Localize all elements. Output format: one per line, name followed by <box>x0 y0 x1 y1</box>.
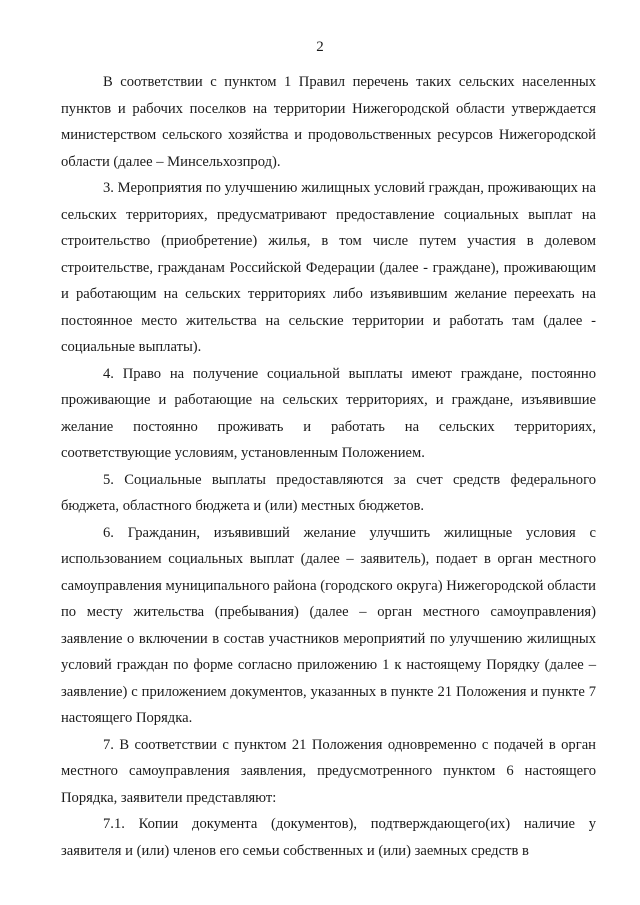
paragraph-ministry-list: В соответствии с пунктом 1 Правил перечень таких сельских населенных пунктов и рабочих поселков на территории Нижегородской области утверждается министерством сельского хозяйства и продовольственных ресурсов Нижегородской области (далее – Минсельхозпрод). <box>61 74 596 170</box>
paragraph-5-funding-sources: 5. Социальные выплаты предоставляются за счет средств федерального бюджета, областного бюджета и (или) местных бюджетов. <box>61 471 596 514</box>
paragraph-6-application: 6. Гражданин, изъявивший желание улучшить жилищные условия с использованием социальных выплат (далее – заявитель), подает в орган местного самоуправления муниципального района (городского округа) Нижегородской области по месту жительства (пребывания) (далее – орган местного самоуправления) заявление о включении в состав участников мероприятий по улучшению жилищных условий граждан по форме согласно приложению 1 к настоящему Порядку (далее – заявление) с приложением документов, указанных в пункте 21 Положения и пункте 7 настоящего Порядка. <box>61 524 596 726</box>
paragraph-3-housing-measures: 3. Мероприятия по улучшению жилищных условий граждан, проживающих на сельских территориях, предусматривают предоставление социальных выплат на строительство (приобретение) жилья, в том числе путем участия в долевом строительстве, гражданам Российской Федерации (далее - граждане), проживающим и работающим на сельских территориях либо изъявившим желание переехать на постоянное место жительства на сельские территории и работать там (далее - социальные выплаты). <box>61 180 596 355</box>
page-number: 2 <box>316 39 324 55</box>
paragraph-7-required-documents: 7. В соответствии с пунктом 21 Положения одновременно с подачей в орган местного самоуправления заявления, предусмотренного пунктом 6 настоящего Порядка, заявители представляют: <box>61 736 596 806</box>
paragraph-4-right-to-payment: 4. Право на получение социальной выплаты имеют граждане, постоянно проживающие и работающие на сельских территориях, и граждане, изъявившие желание постоянно проживать и работать на сельских территориях, соответствующие условиям, установленным Положением. <box>61 365 596 461</box>
document-body <box>61 69 596 864</box>
paragraph-7-1-funds-proof: 7.1. Копии документа (документов), подтверждающего(их) наличие у заявителя и (или) членов его семьи собственных и (или) заемных средств в <box>61 816 596 859</box>
